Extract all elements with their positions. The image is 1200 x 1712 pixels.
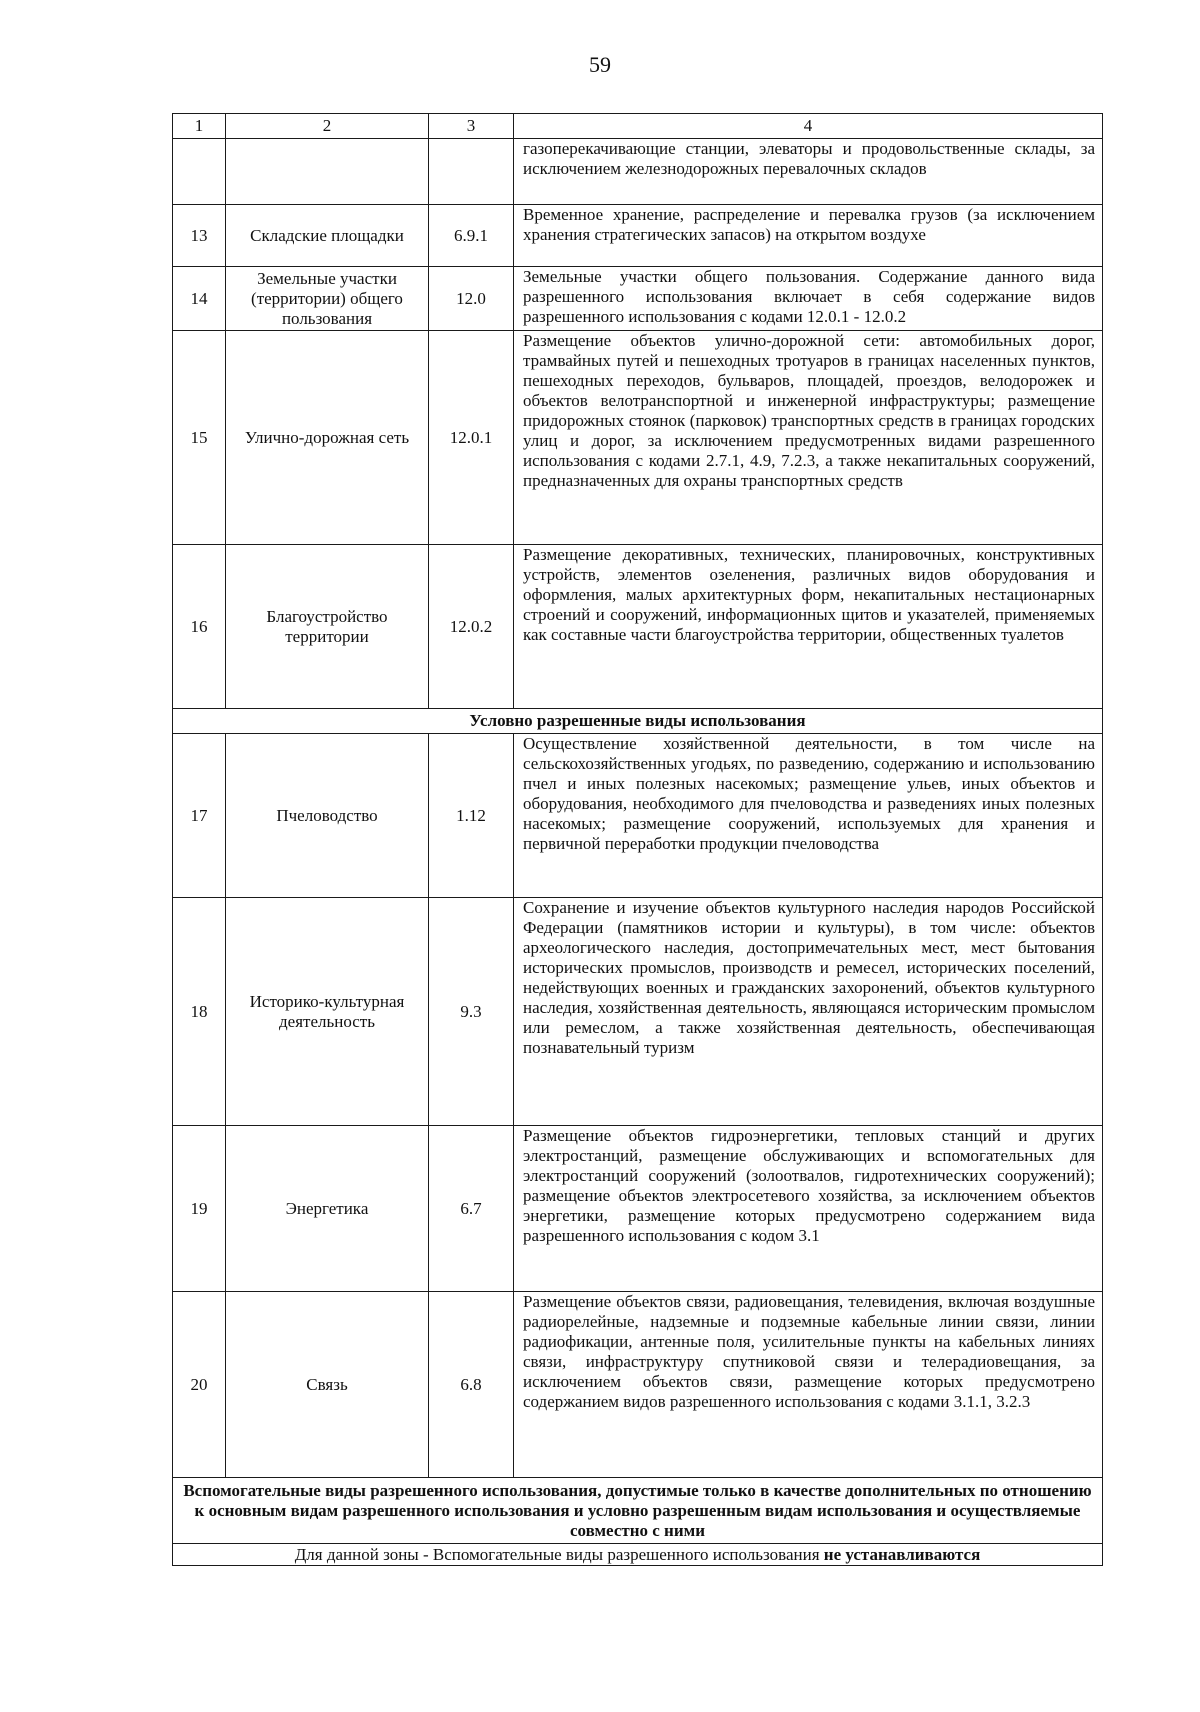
table-row	[173, 1126, 1103, 1292]
row-code: 6.8	[429, 1292, 514, 1478]
row-number: 15	[173, 331, 226, 545]
row-number-cell	[173, 139, 226, 205]
table-row	[173, 205, 1103, 267]
row-name: Улично-дорожная сеть	[226, 331, 429, 545]
table-row	[173, 331, 1103, 545]
row-code: 6.7	[429, 1126, 514, 1292]
row-number: 19	[173, 1126, 226, 1292]
header-col-1: 1	[173, 114, 226, 139]
row-name: Земельные участки (территории) общего пользования	[226, 267, 429, 331]
row-description: Размещение объектов связи, радиовещания, телевидения, включая воздушные радиорелейные, надземные и подземные кабельные линии связи, линии радиофикации, антенные поля, усилительные пункты на кабельных линиях связи, инфраструктуру спутниковой связи и телерадиовещания, за исключением объектов связи, размещение которых предусмотрено содержанием видов разрешенного использования с кодами 3.1.1, 3.2.3	[514, 1292, 1103, 1478]
table-row	[173, 545, 1103, 709]
section-title-auxiliary: Вспомогательные виды разрешенного использования, допустимые только в качестве дополнительных по отношению к основным видам разрешенного использования и условно разрешенным видам использования и осуществляемые совместно с ними	[173, 1478, 1103, 1544]
land-use-table	[172, 113, 1103, 1566]
row-description: Размещение декоративных, технических, планировочных, конструктивных устройств, элементов озеленения, различных видов оборудования и оформления, малых архитектурных форм, некапитальных нестационарных строений и сооружений, информационных щитов и указателей, применяемых как составные части благоустройства территории, общественных туалетов	[514, 545, 1103, 709]
row-code: 12.0.1	[429, 331, 514, 545]
table-row	[173, 898, 1103, 1126]
row-description: Размещение объектов гидроэнергетики, тепловых станций и других электростанций, размещение обслуживающих и вспомогательных для электростанций сооружений (золоотвалов, гидротехнических сооружений); размещение объектов электросетевого хозяйства, за исключением объектов энергетики, размещение которых предусмотрено содержанием вида разрешенного использования с кодом 3.1	[514, 1126, 1103, 1292]
header-row	[173, 114, 1103, 139]
table-row	[173, 1292, 1103, 1478]
row-number: 14	[173, 267, 226, 331]
table-row	[173, 734, 1103, 898]
page-number: 59	[589, 52, 611, 77]
table-row	[173, 267, 1103, 331]
footer-note-prefix: Для данной зоны - Вспомогательные виды разрешенного использования	[294, 1544, 824, 1564]
row-description: Осуществление хозяйственной деятельности, в том числе на сельскохозяйственных угодьях, по разведению, содержанию и использованию пчел и иных полезных насекомых; размещение ульев, иных объектов и оборудования, необходимого для пчеловодства и разведениях иных полезных насекомых; размещение сооружений, используемых для хранения и первичной переработки продукции пчеловодства	[514, 734, 1103, 898]
row-code: 12.0	[429, 267, 514, 331]
row-code: 9.3	[429, 898, 514, 1126]
row-number: 18	[173, 898, 226, 1126]
footer-note	[173, 1544, 1103, 1566]
row-number: 13	[173, 205, 226, 267]
row-code: 1.12	[429, 734, 514, 898]
row-name: Пчеловодство	[226, 734, 429, 898]
row-code-cell	[429, 139, 514, 205]
row-description: Временное хранение, распределение и перевалка грузов (за исключением хранения стратегических запасов) на открытом воздухе	[514, 205, 1103, 267]
footer-row	[173, 1544, 1103, 1566]
footer-note-emphasis: не устанавливаются	[823, 1544, 981, 1564]
section-title-conditional: Условно разрешенные виды использования	[173, 709, 1103, 734]
row-number: 20	[173, 1292, 226, 1478]
continuation-description: газоперекачивающие станции, элеваторы и продовольственные склады, за исключением железнодорожных перевалочных складов	[514, 139, 1103, 205]
row-name: Благоустройство территории	[226, 545, 429, 709]
header-col-4: 4	[514, 114, 1103, 139]
row-code: 12.0.2	[429, 545, 514, 709]
row-description: Размещение объектов улично-дорожной сети: автомобильных дорог, трамвайных путей и пешеходных тротуаров в границах населенных пунктов, пешеходных переходов, бульваров, площадей, проездов, велодорожек и объектов велотранспортной и инженерной инфраструктуры; размещение придорожных стоянок (парковок) транспортных средств в границах городских улиц и дорог, за исключением предусмотренных видами разрешенного использования с кодами 2.7.1, 4.9, 7.2.3, а также некапитальных сооружений, предназначенных для охраны транспортных средств	[514, 331, 1103, 545]
row-description: Сохранение и изучение объектов культурного наследия народов Российской Федерации (памятников истории и культуры), в том числе: объектов археологического наследия, достопримечательных мест, мест бытования исторических промыслов, производств и ремесел, исторических поселений, недействующих военных и гражданских захоронений, объектов культурного наследия, хозяйственная деятельность, являющаяся историческим промыслом или ремеслом, а также хозяйственная деятельность, обеспечивающая познавательный туризм	[514, 898, 1103, 1126]
row-name: Складские площадки	[226, 205, 429, 267]
row-number: 17	[173, 734, 226, 898]
continuation-row	[173, 139, 1103, 205]
header-col-3: 3	[429, 114, 514, 139]
row-code: 6.9.1	[429, 205, 514, 267]
row-number: 16	[173, 545, 226, 709]
row-name: Энергетика	[226, 1126, 429, 1292]
row-description: Земельные участки общего пользования. Содержание данного вида разрешенного использования включает в себя содержание видов разрешенного использования с кодами 12.0.1 - 12.0.2	[514, 267, 1103, 331]
row-name: Связь	[226, 1292, 429, 1478]
section-row	[173, 709, 1103, 734]
row-name: Историко-культурная деятельность	[226, 898, 429, 1126]
section-row	[173, 1478, 1103, 1544]
header-col-2: 2	[226, 114, 429, 139]
row-name-cell	[226, 139, 429, 205]
